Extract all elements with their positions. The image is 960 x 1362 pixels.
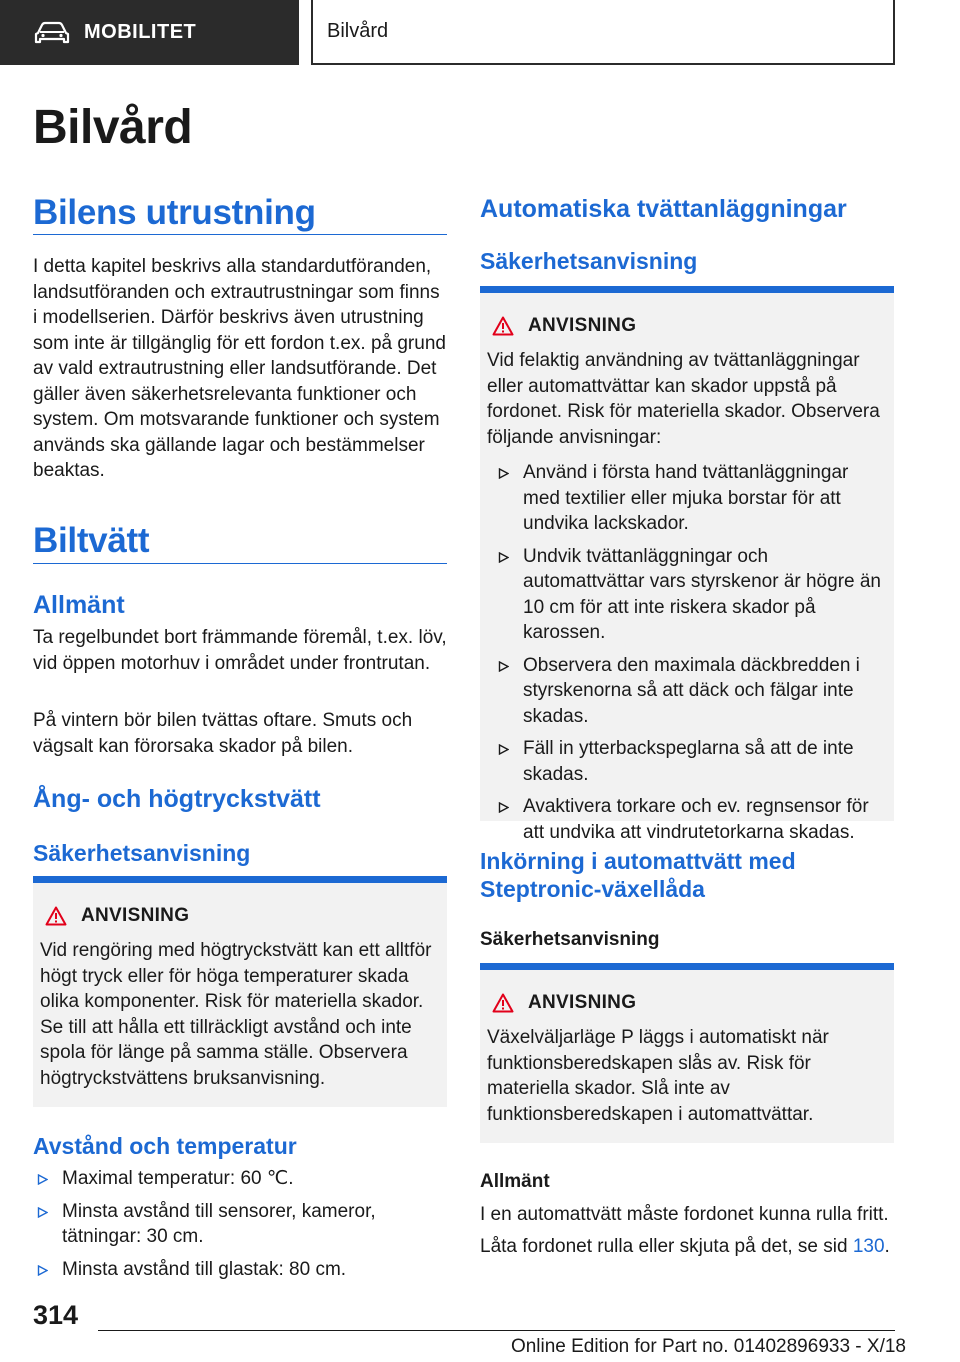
notice-box: [480, 286, 894, 843]
section-tab[interactable]: [0, 0, 299, 65]
notice-box: [33, 876, 447, 1107]
paragraph-right-general-2: Låta fordonet rulla eller skjuta på det, se sid 130.: [480, 1236, 890, 1257]
page-title: Bilvård: [33, 101, 193, 154]
triangle-bullet-icon: [37, 1207, 48, 1218]
heading-rule: [33, 234, 447, 235]
list-item: Minsta avstånd till sensorer, kameror, tätningar: 30 cm.: [33, 1199, 447, 1250]
bullet-list: [33, 1166, 447, 1289]
triangle-bullet-icon: [498, 468, 509, 479]
car-icon: [34, 21, 70, 45]
triangle-bullet-icon: [37, 1265, 48, 1276]
list-item: Fäll in ytterbackspeglarna så att de inte skadas.: [494, 736, 884, 787]
list-item: Undvik tvättanläggningar och automattvättar vars styrskenor är högre än 10 cm för att inte riskera skador på karossen.: [494, 544, 884, 646]
list-item: Minsta avstånd till glastak: 80 cm.: [33, 1257, 447, 1283]
triangle-bullet-icon: [498, 802, 509, 813]
notice-title: ANVISNING: [528, 315, 637, 336]
notice-text: Växelväljarläge P läggs i automatiskt när funktionsberedskapen slås av. Risk för materiella skador. Slå inte av funktionsberedskapen i automattvättar.: [487, 1027, 829, 1125]
list-item: Maximal temperatur: 60 ℃.: [33, 1166, 447, 1192]
heading-allmant: Allmänt: [33, 591, 125, 619]
heading-safety-small: Säkerhetsanvisning: [480, 929, 660, 950]
footer-rule: [98, 1330, 895, 1331]
heading-rule: [33, 563, 447, 564]
page-number: 314: [33, 1300, 79, 1330]
notice-title: ANVISNING: [528, 992, 637, 1013]
triangle-bullet-icon: [498, 661, 509, 672]
list-item: Avaktivera torkare och ev. regnsensor för att undvika att vindrutetorkarna skadas.: [494, 794, 884, 845]
chapter-tab-label: Bilvård: [327, 20, 389, 42]
heading-biltvatt: Biltvätt: [33, 521, 150, 560]
paragraph-general-1: Ta regelbundet bort främmande föremål, t.ex. löv, vid öppen motorhuv i området under frontrutan.: [33, 627, 447, 674]
heading-distance-temperature: Avstånd och temperatur: [33, 1133, 297, 1159]
triangle-bullet-icon: [37, 1174, 48, 1185]
heading-steptronic: Inkörning i automattvätt med Steptronic-växellåda: [480, 848, 796, 902]
heading-allmant-right: Allmänt: [480, 1171, 550, 1192]
list-item: Använd i första hand tvättanläggningar med textilier eller mjuka borstar för att undvika lackskador.: [494, 460, 884, 537]
notice-text: Vid rengöring med högtryckstvätt kan ett alltför högt tryck eller för höga temperaturer skada olika komponenter. Risk för materiella skador. Se till att hålla ett tillräckligt avstånd och inte spola för länge på samma ställe. Observera högtryckstvättens bruksanvisning.: [40, 940, 432, 1089]
notice-text: Vid felaktig användning av tvättanläggningar eller automattvättar kan skador uppstå på fordonet. Risk för materiella skador. Observera följande anvisningar:: [487, 350, 880, 448]
warning-icon: [492, 316, 514, 336]
triangle-bullet-icon: [498, 552, 509, 563]
paragraph-right-general-1: I en automattvätt måste fordonet kunna rulla fritt.: [480, 1204, 889, 1225]
notice-box: [480, 963, 894, 1143]
heading-bilens-utrustning: Bilens utrustning: [33, 193, 316, 232]
chapter-tab[interactable]: [311, 0, 895, 65]
paragraph-equipment: I detta kapitel beskrivs alla standardutföranden, landsutföranden och extrautrustningar som finns i modellserien. Därför beskrivs även utrustning som inte är tillgänglig för ett fordon t.ex. på grund av vald extrautrustning eller landsutförande. Det gäller även säkerhetsrelevanta funktioner och system. Om motsvarande funktioner och system används ska gällande lagar och bestämmelser beaktas.: [33, 256, 446, 481]
section-tab-label: MOBILITET: [84, 21, 197, 43]
notice-title: ANVISNING: [81, 905, 190, 926]
warning-icon: [492, 993, 514, 1013]
paragraph-general-2: På vintern bör bilen tvättas oftare. Smuts och vägsalt kan förorsaka skador på bilen.: [33, 710, 413, 757]
notice-bullet-list: [494, 460, 884, 852]
warning-icon: [45, 906, 67, 926]
heading-safety: Säkerhetsanvisning: [33, 840, 251, 866]
heading-safety: Säkerhetsanvisning: [480, 248, 698, 274]
heading-steam-wash: Ång- och högtryckstvätt: [33, 785, 321, 813]
page-reference-link[interactable]: 130: [852, 1236, 885, 1257]
heading-auto-wash: Automatiska tvättanläggningar: [480, 195, 847, 223]
footer-edition: Online Edition for Part no. 01402896933 - X/18: [510, 1336, 906, 1357]
triangle-bullet-icon: [498, 744, 509, 755]
list-item: Observera den maximala däckbredden i styrskenorna så att däck och fälgar inte skadas.: [494, 653, 884, 730]
